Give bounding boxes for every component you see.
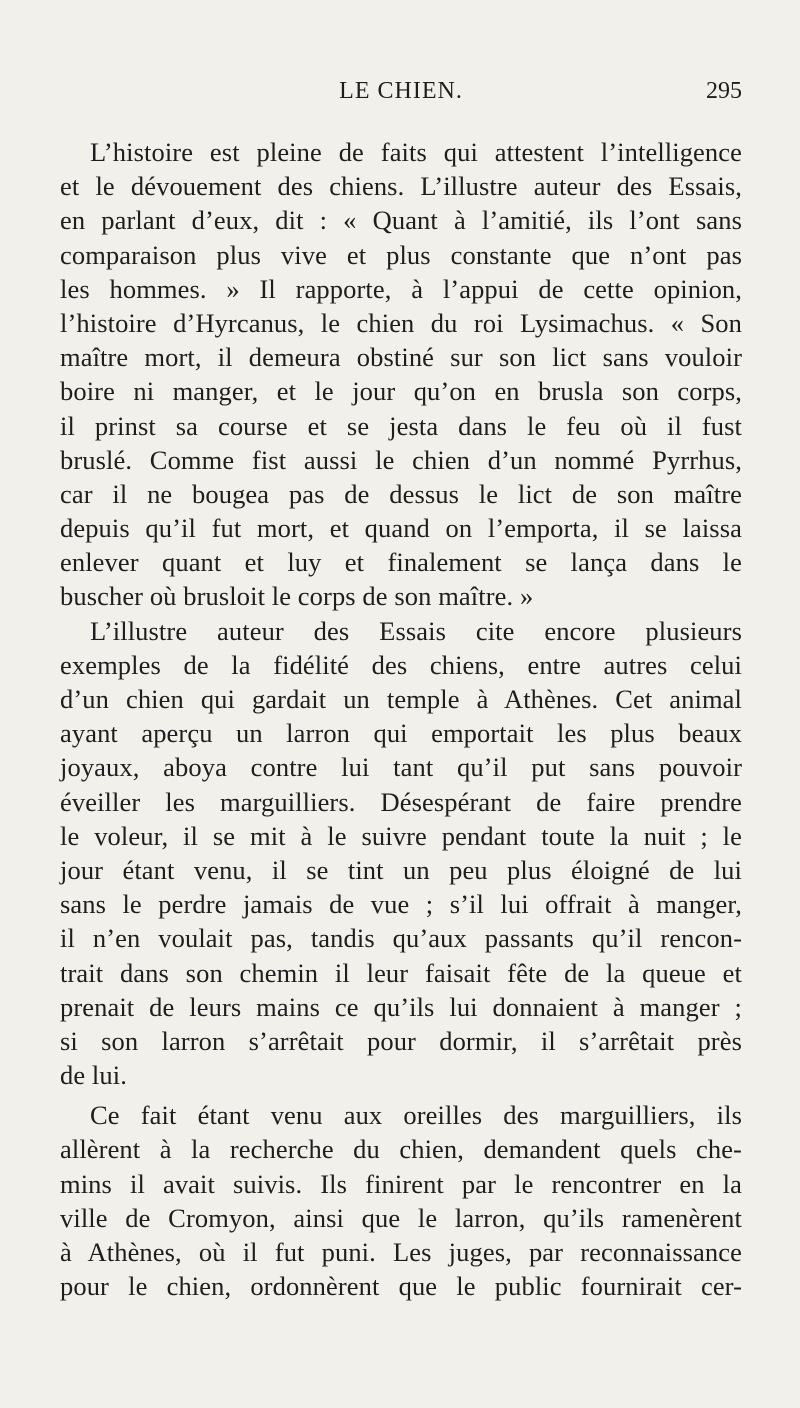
text-line: il prinst sa course et se jesta dans le feu où il fust xyxy=(60,410,742,441)
text-line: les hommes. » Il rapporte, à l’appui de cette opinion, xyxy=(60,273,742,304)
body-text xyxy=(60,135,742,1303)
text-line: pour le chien, ordonnèrent que le public fournirait cer- xyxy=(60,1271,742,1302)
text-line: prenait de leurs mains ce qu’ils lui donnaient à manger ; xyxy=(60,991,742,1022)
text-line: ayant aperçu un larron qui emportait les plus beaux xyxy=(60,718,742,749)
text-line: l’histoire d’Hyrcanus, le chien du roi Lysimachus. « Son xyxy=(60,307,742,338)
text-line: bruslé. Comme fist aussi le chien d’un nommé Pyrrhus, xyxy=(60,444,742,475)
text-line: maître mort, il demeura obstiné sur son lict sans vouloir xyxy=(60,342,742,373)
text-line: en parlant d’eux, dit : « Quant à l’amitié, ils l’ont sans xyxy=(60,205,742,236)
paragraph xyxy=(60,614,742,1093)
text-line: à Athènes, où il fut puni. Les juges, par reconnaissance xyxy=(60,1237,742,1267)
running-head xyxy=(60,78,742,112)
paragraph xyxy=(60,135,742,614)
text-line: L’histoire est pleine de faits qui attestent l’intelligence xyxy=(90,137,742,167)
text-line: si son larron s’arrêtait pour dormir, il s’arrêtait près xyxy=(60,1025,742,1056)
text-line: jour étant venu, il se tint un peu plus éloigné de lui xyxy=(60,854,742,885)
text-line: buscher où brusloit le corps de son maître. » xyxy=(60,581,534,612)
text-line: il n’en voulait pas, tandis qu’aux passants qu’il rencon- xyxy=(60,923,742,954)
text-line: L’illustre auteur des Essais cite encore plusieurs xyxy=(90,615,742,646)
text-line: le voleur, il se mit à le suivre pendant toute la nuit ; le xyxy=(60,820,742,851)
text-line: et le dévouement des chiens. L’illustre auteur des Essais, xyxy=(60,171,742,202)
text-line: sans le perdre jamais de vue ; s’il lui offrait à manger, xyxy=(60,889,742,920)
page-number: 295 xyxy=(706,78,742,104)
text-line: allèrent à la recherche du chien, demandent quels che- xyxy=(60,1134,742,1165)
text-line: ville de Cromyon, ainsi que le larron, qu’ils ramenèrent xyxy=(60,1202,742,1233)
text-line: Ce fait étant venu aux oreilles des marguilliers, ils xyxy=(90,1100,742,1131)
text-line: trait dans son chemin il leur faisait fête de la queue et xyxy=(60,957,742,988)
text-line: joyaux, aboya contre lui tant qu’il put sans pouvoir xyxy=(60,752,742,783)
text-line: de lui. xyxy=(60,1060,127,1091)
text-line: éveiller les marguilliers. Désespérant de faire prendre xyxy=(60,786,742,817)
text-line: depuis qu’il fut mort, et quand on l’emporta, il se laissa xyxy=(60,513,742,544)
text-line: comparaison plus vive et plus constante que n’ont pas xyxy=(60,239,742,270)
text-line: mins il avait suivis. Ils finirent par le rencontrer en la xyxy=(60,1168,742,1199)
text-line: boire ni manger, et le jour qu’on en brusla son corps, xyxy=(60,376,742,407)
running-title: LE CHIEN. xyxy=(339,78,463,104)
text-line: d’un chien qui gardait un temple à Athènes. Cet animal xyxy=(60,684,742,714)
text-line: car il ne bougea pas de dessus le lict de son maître xyxy=(60,478,742,509)
text-line: enlever quant et luy et finalement se lança dans le xyxy=(60,547,742,578)
paragraph xyxy=(60,1098,742,1303)
text-line: exemples de la fidélité des chiens, entre autres celui xyxy=(60,649,742,680)
